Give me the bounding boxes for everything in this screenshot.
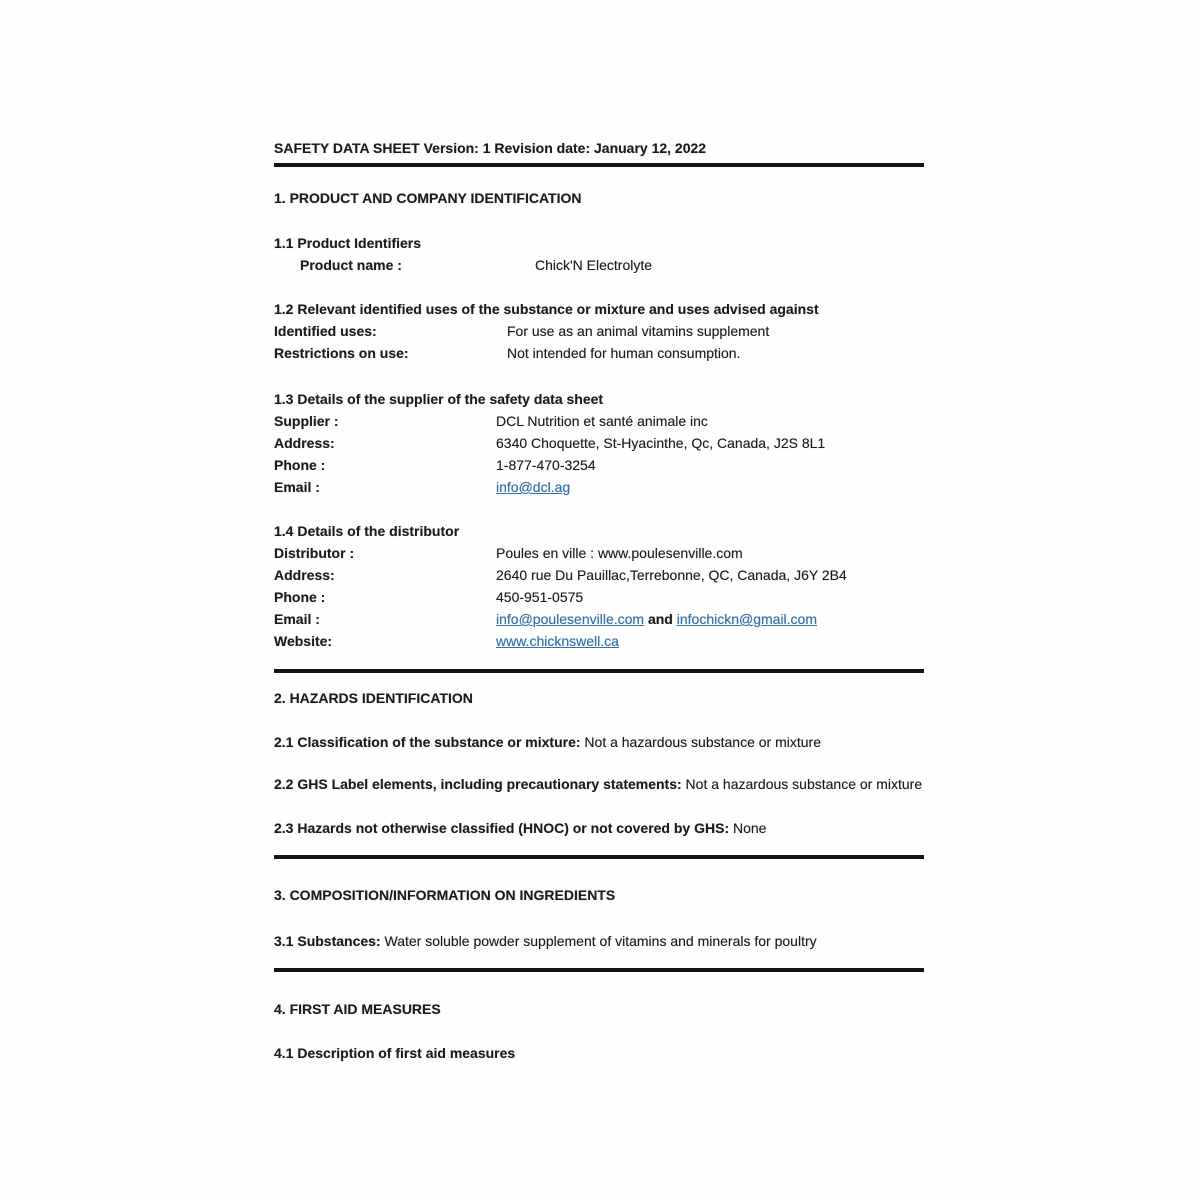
clause-2-2-lead: 2.2 GHS Label elements, including precautionary statements:: [274, 776, 682, 792]
distributor-phone-row: [274, 586, 924, 608]
clause-2-3-text: None: [729, 820, 767, 836]
product-name-value: Chick'N Electrolyte: [535, 257, 653, 273]
clause-2-1-lead: 2.1 Classification of the substance or mixture:: [274, 734, 581, 750]
clause-2-2-text: Not a hazardous substance or mixture: [681, 776, 923, 792]
distributor-label: Distributor :: [274, 545, 355, 561]
identified-uses-value: For use as an animal vitamins supplement: [507, 323, 770, 339]
email-separator: and: [644, 611, 677, 627]
supplier-phone-label: Phone :: [274, 457, 326, 473]
distributor-value: Poules en ville : www.poulesenville.com: [496, 545, 743, 561]
distributor-address-label: Address:: [274, 567, 335, 583]
product-name-row: [300, 254, 924, 276]
supplier-email-row: [274, 476, 924, 498]
distributor-phone-value: 450-951-0575: [496, 589, 584, 605]
section-1-3-title: 1.3 Details of the supplier of the safety data sheet: [274, 391, 604, 407]
distributor-address-value: 2640 rue Du Pauillac,Terrebonne, QC, Canada, J6Y 2B4: [496, 567, 847, 583]
supplier-email-label: Email :: [274, 479, 320, 495]
section-1-title: 1. PRODUCT AND COMPANY IDENTIFICATION: [274, 190, 582, 206]
section-1-2-title: 1.2 Relevant identified uses of the substance or mixture and uses advised against: [274, 301, 819, 317]
clause-3-1-lead: 3.1 Substances:: [274, 933, 381, 949]
identified-uses-row: [274, 320, 924, 342]
supplier-phone-row: [274, 454, 924, 476]
restrictions-row: [274, 342, 924, 364]
section-2-title: 2. HAZARDS IDENTIFICATION: [274, 690, 473, 706]
section-3-title: 3. COMPOSITION/INFORMATION ON INGREDIENTS: [274, 887, 616, 903]
website-link[interactable]: www.chicknswell.ca: [496, 633, 619, 649]
supplier-address-label: Address:: [274, 435, 335, 451]
clause-2-3: [274, 817, 924, 839]
website-label: Website:: [274, 633, 333, 649]
clause-2-1-text: Not a hazardous substance or mixture: [580, 734, 821, 750]
section-divider: [274, 855, 924, 859]
distributor-email-link-1[interactable]: info@poulesenville.com: [496, 611, 645, 627]
distributor-email-label: Email :: [274, 611, 320, 627]
distributor-row: [274, 542, 924, 564]
section-1-4-title: 1.4 Details of the distributor: [274, 523, 460, 539]
document-header: SAFETY DATA SHEET Version: 1 Revision date: January 12, 2022: [274, 137, 924, 167]
supplier-address-value: 6340 Choquette, St-Hyacinthe, Qc, Canada, J2S 8L1: [496, 435, 826, 451]
product-name-label: Product name :: [300, 257, 402, 273]
section-divider: [274, 669, 924, 673]
sds-document-body: [274, 137, 924, 1064]
section-4-title: 4. FIRST AID MEASURES: [274, 1001, 441, 1017]
clause-4-1: 4.1 Description of first aid measures: [274, 1045, 516, 1061]
supplier-row: [274, 410, 924, 432]
supplier-label: Supplier :: [274, 413, 339, 429]
distributor-phone-label: Phone :: [274, 589, 326, 605]
clause-3-1: [274, 930, 924, 952]
identified-uses-label: Identified uses:: [274, 323, 377, 339]
supplier-address-row: [274, 432, 924, 454]
distributor-email-link-2[interactable]: infochickn@gmail.com: [676, 611, 818, 627]
clause-2-1: [274, 731, 924, 753]
section-divider: [274, 968, 924, 972]
supplier-email-link[interactable]: info@dcl.ag: [496, 479, 571, 495]
clause-2-3-lead: 2.3 Hazards not otherwise classified (HNOC) or not covered by GHS:: [274, 820, 730, 836]
restrictions-value: Not intended for human consumption.: [507, 345, 741, 361]
distributor-address-row: [274, 564, 924, 586]
clause-2-2: [274, 773, 924, 795]
section-1-1-title: 1.1 Product Identifiers: [274, 235, 422, 251]
clause-3-1-text: Water soluble powder supplement of vitamins and minerals for poultry: [380, 933, 817, 949]
restrictions-label: Restrictions on use:: [274, 345, 409, 361]
website-row: [274, 630, 924, 652]
supplier-phone-value: 1-877-470-3254: [496, 457, 596, 473]
supplier-value: DCL Nutrition et santé animale inc: [496, 413, 708, 429]
distributor-email-row: [274, 608, 924, 630]
